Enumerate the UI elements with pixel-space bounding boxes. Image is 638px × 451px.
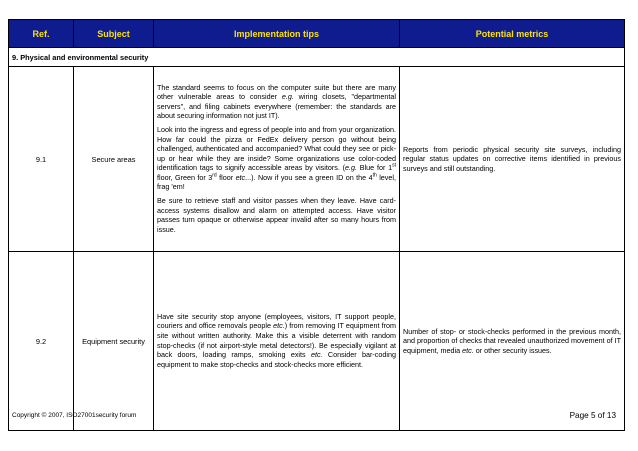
tip-paragraph bbox=[157, 196, 396, 234]
row-implementation-tips bbox=[154, 252, 400, 431]
row-ref: 9.1 bbox=[9, 67, 74, 252]
table-row bbox=[9, 67, 625, 252]
tip-paragraph bbox=[157, 125, 396, 192]
document-page bbox=[8, 19, 624, 431]
tip-paragraph bbox=[157, 83, 396, 121]
table-header-row bbox=[9, 20, 625, 48]
text-run: Have site security stop anyone (employees, visitors, IT support people, couriers and office removals people bbox=[157, 311, 396, 331]
text-run: or other security issues. bbox=[473, 345, 552, 355]
row-ref: 9.2 bbox=[9, 252, 74, 431]
section-row bbox=[9, 48, 625, 67]
row-implementation-tips bbox=[154, 67, 400, 252]
copyright-notice: Copyright © 2007, ISO27001security forum bbox=[12, 412, 137, 419]
text-run: Be sure to retrieve staff and visitor passes when they leave. Have card-access systems disallow and alarm on attempted access. Have visitor passes turn opaque or otherwise appear invalid after so many hours from issue. bbox=[157, 196, 396, 234]
italic-text: etc. bbox=[310, 350, 323, 360]
header-potential-metrics: Potential metrics bbox=[400, 20, 625, 48]
text-run: The standard seems to focus on the computer suite but there are many other vulnerable areas to consider bbox=[157, 82, 396, 102]
header-ref: Ref. bbox=[9, 20, 74, 48]
row-subject: Secure areas bbox=[74, 67, 154, 252]
italic-text: e.g. bbox=[281, 92, 294, 102]
header-subject: Subject bbox=[74, 20, 154, 48]
italic-text: etc. bbox=[273, 321, 285, 331]
text-run: floor bbox=[216, 172, 236, 182]
row-potential-metrics bbox=[400, 252, 625, 431]
text-run: ...). Now if you see a green ID on the 4 bbox=[245, 172, 373, 182]
page-number: Page 5 of 13 bbox=[569, 411, 616, 420]
italic-text: e.g. bbox=[345, 163, 358, 173]
italic-text: etc bbox=[235, 172, 246, 182]
table-row bbox=[9, 252, 625, 431]
security-controls-table bbox=[8, 19, 625, 431]
text-run: Blue for 1 bbox=[357, 163, 393, 173]
text-run: floor, Green for 3 bbox=[157, 172, 213, 182]
text-run: Consider bar-coding equipment to make stop-checks and stock-checks more efficient. bbox=[157, 350, 396, 369]
row-potential-metrics: Reports from periodic physical security site surveys, including regular status updates on corrective items identified in previous surveys and still outstanding. bbox=[400, 67, 625, 252]
text-run: level, frag 'em! bbox=[157, 172, 396, 192]
ordinal-suffix: rd bbox=[212, 172, 217, 179]
italic-text: etc. bbox=[462, 345, 474, 355]
ordinal-suffix: st bbox=[392, 162, 397, 169]
header-implementation-tips: Implementation tips bbox=[154, 20, 400, 48]
section-title: 9. Physical and environmental security bbox=[9, 48, 625, 67]
text-run: wiring closets, "departmental servers", and filing cabinets everywhere (remember: the standards are about securing information not just IT). bbox=[157, 92, 396, 121]
tip-paragraph bbox=[157, 312, 396, 370]
ordinal-suffix: th bbox=[372, 172, 377, 179]
text-run: ) from removing IT equipment from site without written authority. Make this a visible deterrent with random stop-checks (if not airport-style metal detectors!). Be especially vigilant at back doors, loading ramps, smoking exits bbox=[157, 321, 396, 360]
row-subject: Equipment security bbox=[74, 252, 154, 431]
text-run: Number of stop- or stock-checks performed in the previous month, and proportion of checks that revealed unauthorized movement of IT equipment, media bbox=[403, 326, 621, 355]
text-run: Look into the ingress and egress of people into and from your organization. How far could the pizza or FedEx delivery person go without being challenged, authenticated and accompanied? What could they see or pick-up or hear while they are inside? Some organizations use color-coded identification tags to signify accessible areas by visitors. ( bbox=[157, 124, 396, 173]
